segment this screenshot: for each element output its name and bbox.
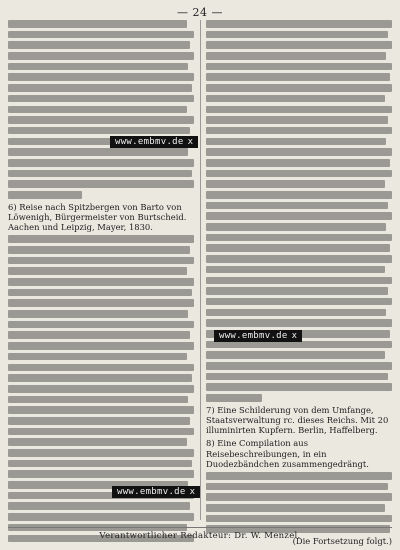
- text-line: [206, 202, 388, 210]
- text-line: [206, 244, 390, 252]
- text-line: [8, 438, 187, 446]
- text-line: [206, 504, 385, 512]
- text-line: [206, 212, 392, 220]
- text-line: [8, 127, 190, 135]
- text-line: [206, 277, 392, 285]
- text-line: [206, 383, 392, 391]
- text-line: [8, 374, 192, 382]
- watermark-text: www.embmv.de: [115, 137, 184, 147]
- text-line: [206, 95, 385, 103]
- text-line: [206, 170, 392, 178]
- text-line: [206, 483, 388, 491]
- entry-eight: 8) Eine Compilation aus Reisebeschreibungen, in ein Duodezbändchen zusammengedrängt.: [206, 438, 369, 469]
- text-line: [8, 353, 187, 361]
- text-line: [206, 138, 386, 146]
- text-line: [206, 298, 392, 306]
- text-line: [206, 319, 392, 327]
- right-column: [206, 20, 392, 547]
- text-line: [8, 235, 194, 243]
- text-line: [206, 234, 392, 242]
- text-line: [206, 20, 392, 28]
- watermark: [112, 486, 200, 498]
- text-line: [206, 159, 390, 167]
- text-line: [206, 362, 392, 370]
- text-line: [8, 299, 194, 307]
- text-line: [8, 502, 190, 510]
- text-line: [8, 84, 192, 92]
- text-line: [206, 116, 388, 124]
- text-line: [8, 116, 194, 124]
- text-line: [8, 342, 194, 350]
- text-line: [206, 309, 386, 317]
- left-column: [8, 20, 194, 520]
- entry-seven: 7) Eine Schilderung von dem Umfange, Staatsverwaltung rc. dieses Reichs. Mit 20 illuminirten Kupfern. Berlin, Haffelberg.: [206, 404, 389, 436]
- text-line: [206, 191, 392, 199]
- text-line: [8, 321, 194, 329]
- text-line: [206, 52, 386, 60]
- text-line: [8, 63, 188, 71]
- text-line: [8, 428, 194, 436]
- continuation-note: (Die Fortsetzung folgt.): [292, 536, 392, 547]
- column-divider: [200, 20, 201, 520]
- text-line: [206, 63, 392, 71]
- text-line: [8, 310, 188, 318]
- text-line: [8, 513, 194, 521]
- text-line: [8, 364, 194, 372]
- text-line: [206, 287, 388, 295]
- text-line: [8, 417, 190, 425]
- text-line: [8, 20, 187, 28]
- text-line: [8, 180, 194, 188]
- text-line: [8, 52, 194, 60]
- text-line: [206, 31, 388, 39]
- text-line: [8, 406, 194, 414]
- text-line: [8, 191, 82, 199]
- text-line: [8, 73, 194, 81]
- text-line: [8, 159, 194, 167]
- text-line: [206, 493, 392, 501]
- text-line: [8, 246, 190, 254]
- entry-six: 6) Reise nach Spitzbergen von Barto von Löwenigh, Bürgermeister von Burtscheid. Aachen und Leipzig, Mayer, 1830.: [8, 201, 187, 233]
- text-line: [8, 106, 187, 114]
- text-line: [8, 31, 194, 39]
- text-line: [8, 41, 190, 49]
- text-line: [8, 289, 192, 297]
- text-line: [206, 180, 385, 188]
- text-line: [206, 472, 392, 480]
- watermark-close-icon: x: [187, 137, 194, 147]
- text-line: [8, 331, 190, 339]
- watermark-close-icon: x: [291, 331, 298, 341]
- text-line: [8, 148, 188, 156]
- text-line: [206, 351, 385, 359]
- text-line: [8, 267, 187, 275]
- text-line: [8, 257, 194, 265]
- text-line: [8, 449, 194, 457]
- text-line: [8, 396, 188, 404]
- watermark: [214, 330, 302, 342]
- text-line: [206, 41, 392, 49]
- text-line: [206, 127, 392, 135]
- text-line: [8, 470, 194, 478]
- text-line: [206, 515, 392, 523]
- watermark: [110, 136, 198, 148]
- footer-rule: [8, 527, 392, 528]
- watermark-text: www.embmv.de: [117, 487, 186, 497]
- text-line: [8, 385, 194, 393]
- watermark-close-icon: x: [189, 487, 196, 497]
- text-line: [206, 255, 392, 263]
- text-line: [206, 266, 385, 274]
- text-line: [8, 460, 192, 468]
- text-line: [206, 73, 390, 81]
- text-line: [206, 373, 388, 381]
- text-line: [8, 170, 192, 178]
- text-line: [206, 148, 392, 156]
- text-line: [206, 84, 392, 92]
- page-number: — 24 —: [177, 6, 223, 19]
- text-line: [8, 278, 194, 286]
- text-line: [206, 394, 262, 402]
- text-line: [206, 223, 386, 231]
- editor-line: Verantwortlicher Redakteur: Dr. W. Menzel.: [99, 531, 301, 541]
- watermark-text: www.embmv.de: [219, 331, 288, 341]
- text-line: [206, 106, 392, 114]
- text-line: [8, 95, 194, 103]
